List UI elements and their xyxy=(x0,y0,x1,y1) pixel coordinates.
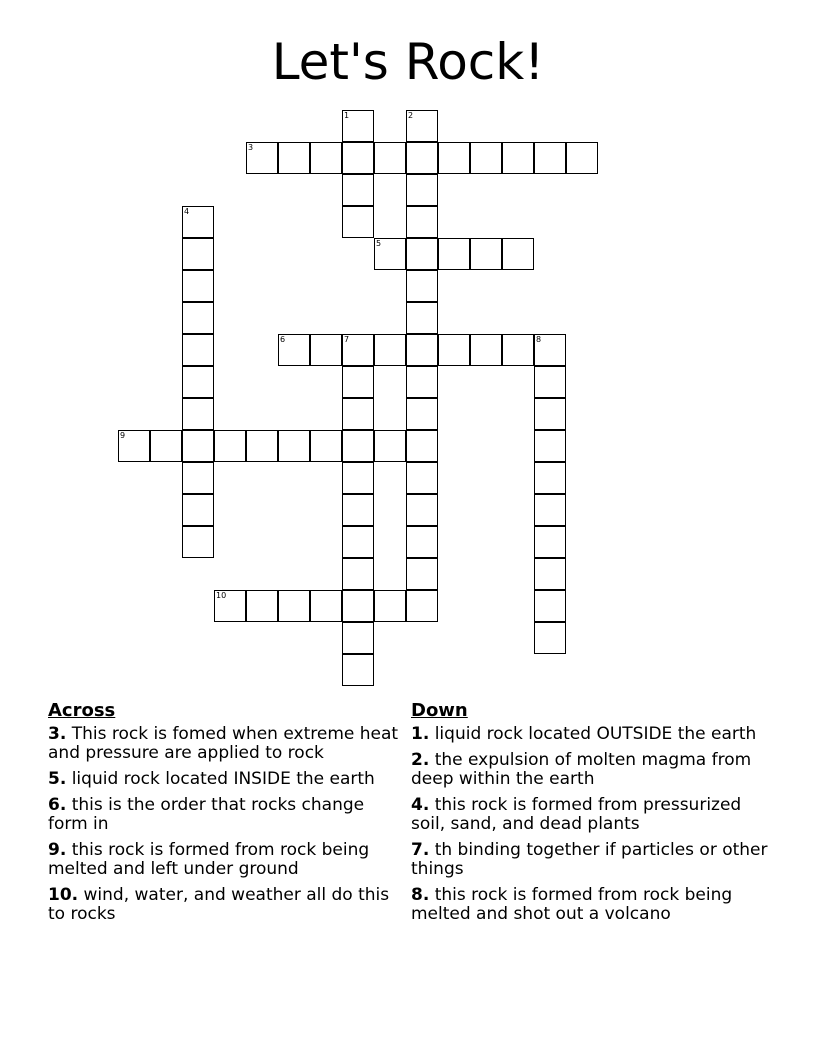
grid-cell[interactable] xyxy=(534,622,566,654)
grid-cell[interactable] xyxy=(278,334,310,366)
grid-cell[interactable] xyxy=(534,142,566,174)
grid-cell[interactable] xyxy=(278,590,310,622)
grid-cell[interactable] xyxy=(182,334,214,366)
grid-cell[interactable] xyxy=(342,590,374,622)
grid-cell[interactable] xyxy=(406,430,438,462)
grid-cell[interactable] xyxy=(374,238,406,270)
down-heading: Down xyxy=(411,700,468,721)
grid-cell[interactable] xyxy=(406,238,438,270)
grid-cell[interactable] xyxy=(182,302,214,334)
clue-number: 8. xyxy=(411,885,430,905)
clue-number: 4. xyxy=(411,795,430,815)
clue-text: this is the order that rocks change form in xyxy=(48,795,365,834)
grid-cell[interactable] xyxy=(246,142,278,174)
clue-text: this rock is formed from rock being melted and left under ground xyxy=(48,840,370,879)
grid-cell[interactable] xyxy=(406,526,438,558)
clue-number-label: 7 xyxy=(344,335,350,344)
grid-cell[interactable] xyxy=(342,558,374,590)
clue-text: wind, water, and weather all do this to rocks xyxy=(48,885,390,924)
grid-cell[interactable] xyxy=(438,142,470,174)
grid-cell[interactable] xyxy=(246,590,278,622)
down-clues xyxy=(411,700,771,931)
grid-cell[interactable] xyxy=(342,110,374,142)
grid-cell[interactable] xyxy=(374,142,406,174)
clue-number-label: 6 xyxy=(280,335,286,344)
grid-cell[interactable] xyxy=(534,526,566,558)
clue-number: 5. xyxy=(48,769,67,789)
grid-cell[interactable] xyxy=(438,238,470,270)
grid-cell[interactable] xyxy=(342,430,374,462)
grid-cell[interactable] xyxy=(534,558,566,590)
clue-number: 1. xyxy=(411,724,430,744)
grid-cell[interactable] xyxy=(342,142,374,174)
down-clue xyxy=(411,796,771,834)
clue-number: 3. xyxy=(48,724,67,744)
grid-cell[interactable] xyxy=(342,334,374,366)
grid-cell[interactable] xyxy=(342,366,374,398)
clue-number-label: 10 xyxy=(216,591,227,600)
grid-cell[interactable] xyxy=(406,494,438,526)
grid-cell[interactable] xyxy=(502,238,534,270)
grid-cell[interactable] xyxy=(182,398,214,430)
clue-number-label: 8 xyxy=(536,335,542,344)
grid-cell[interactable] xyxy=(342,462,374,494)
clue-number: 9. xyxy=(48,840,67,860)
clue-text: liquid rock located INSIDE the earth xyxy=(71,769,375,789)
clue-number-label: 3 xyxy=(248,143,254,152)
grid-cell[interactable] xyxy=(534,334,566,366)
grid-cell[interactable] xyxy=(534,590,566,622)
grid-cell[interactable] xyxy=(278,430,310,462)
clue-number-label: 4 xyxy=(184,207,190,216)
grid-cell[interactable] xyxy=(534,398,566,430)
grid-cell[interactable] xyxy=(406,302,438,334)
grid-cell[interactable] xyxy=(342,494,374,526)
across-clue xyxy=(48,841,408,879)
grid-cell[interactable] xyxy=(182,526,214,558)
grid-cell[interactable] xyxy=(406,110,438,142)
down-clue xyxy=(411,886,771,924)
grid-cell[interactable] xyxy=(406,398,438,430)
clue-number-label: 1 xyxy=(344,111,350,120)
grid-cell[interactable] xyxy=(406,334,438,366)
grid-cell[interactable] xyxy=(182,238,214,270)
grid-cell[interactable] xyxy=(470,142,502,174)
grid-cell[interactable] xyxy=(342,206,374,238)
grid-cell[interactable] xyxy=(406,558,438,590)
grid-cell[interactable] xyxy=(566,142,598,174)
grid-cell[interactable] xyxy=(342,174,374,206)
clue-text: th binding together if particles or other things xyxy=(411,840,768,879)
across-clue xyxy=(48,886,408,924)
grid-cell[interactable] xyxy=(214,590,246,622)
across-clues xyxy=(48,700,408,931)
grid-cell[interactable] xyxy=(470,238,502,270)
grid-cell[interactable] xyxy=(342,622,374,654)
grid-cell[interactable] xyxy=(502,334,534,366)
grid-cell[interactable] xyxy=(246,430,278,462)
grid-cell[interactable] xyxy=(342,526,374,558)
grid-cell[interactable] xyxy=(214,430,246,462)
grid-cell[interactable] xyxy=(470,334,502,366)
clue-number-label: 2 xyxy=(408,111,414,120)
clue-number: 6. xyxy=(48,795,67,815)
clue-number-label: 9 xyxy=(120,431,126,440)
across-clue xyxy=(48,770,408,789)
grid-cell[interactable] xyxy=(534,494,566,526)
grid-cell[interactable] xyxy=(502,142,534,174)
clue-number: 2. xyxy=(411,750,430,770)
clue-number: 7. xyxy=(411,840,430,860)
across-clue xyxy=(48,796,408,834)
grid-cell[interactable] xyxy=(406,270,438,302)
grid-cell[interactable] xyxy=(182,270,214,302)
grid-cell[interactable] xyxy=(534,430,566,462)
grid-cell[interactable] xyxy=(342,398,374,430)
grid-cell[interactable] xyxy=(374,590,406,622)
grid-cell[interactable] xyxy=(182,462,214,494)
clue-number: 10. xyxy=(48,885,79,905)
grid-cell[interactable] xyxy=(438,334,470,366)
grid-cell[interactable] xyxy=(182,366,214,398)
grid-cell[interactable] xyxy=(406,366,438,398)
down-clue xyxy=(411,841,771,879)
grid-cell[interactable] xyxy=(406,590,438,622)
across-heading: Across xyxy=(48,700,116,721)
grid-cell[interactable] xyxy=(534,462,566,494)
grid-cell[interactable] xyxy=(150,430,182,462)
across-clue xyxy=(48,725,408,763)
grid-cell[interactable] xyxy=(374,334,406,366)
clue-text: liquid rock located OUTSIDE the earth xyxy=(434,724,757,744)
clue-text: This rock is fomed when extreme heat and pressure are applied to rock xyxy=(48,724,399,763)
grid-cell[interactable] xyxy=(278,142,310,174)
grid-cell[interactable] xyxy=(406,174,438,206)
grid-cell[interactable] xyxy=(374,430,406,462)
clue-text: the expulsion of molten magma from deep within the earth xyxy=(411,750,752,789)
grid-cell[interactable] xyxy=(310,142,342,174)
clue-text: this rock is formed from pressurized soil, sand, and dead plants xyxy=(411,795,742,834)
grid-cell[interactable] xyxy=(406,462,438,494)
grid-cell[interactable] xyxy=(182,430,214,462)
clue-number-label: 5 xyxy=(376,239,382,248)
grid-cell[interactable] xyxy=(310,430,342,462)
down-clue xyxy=(411,725,771,744)
grid-cell[interactable] xyxy=(182,206,214,238)
grid-cell[interactable] xyxy=(342,654,374,686)
grid-cell[interactable] xyxy=(182,494,214,526)
grid-cell[interactable] xyxy=(406,142,438,174)
grid-cell[interactable] xyxy=(534,366,566,398)
grid-cell[interactable] xyxy=(406,206,438,238)
page-title: Let's Rock! xyxy=(271,33,545,91)
grid-cell[interactable] xyxy=(310,334,342,366)
down-clue xyxy=(411,751,771,789)
grid-cell[interactable] xyxy=(310,590,342,622)
clue-text: this rock is formed from rock being melted and shot out a volcano xyxy=(411,885,733,924)
grid-cell[interactable] xyxy=(118,430,150,462)
